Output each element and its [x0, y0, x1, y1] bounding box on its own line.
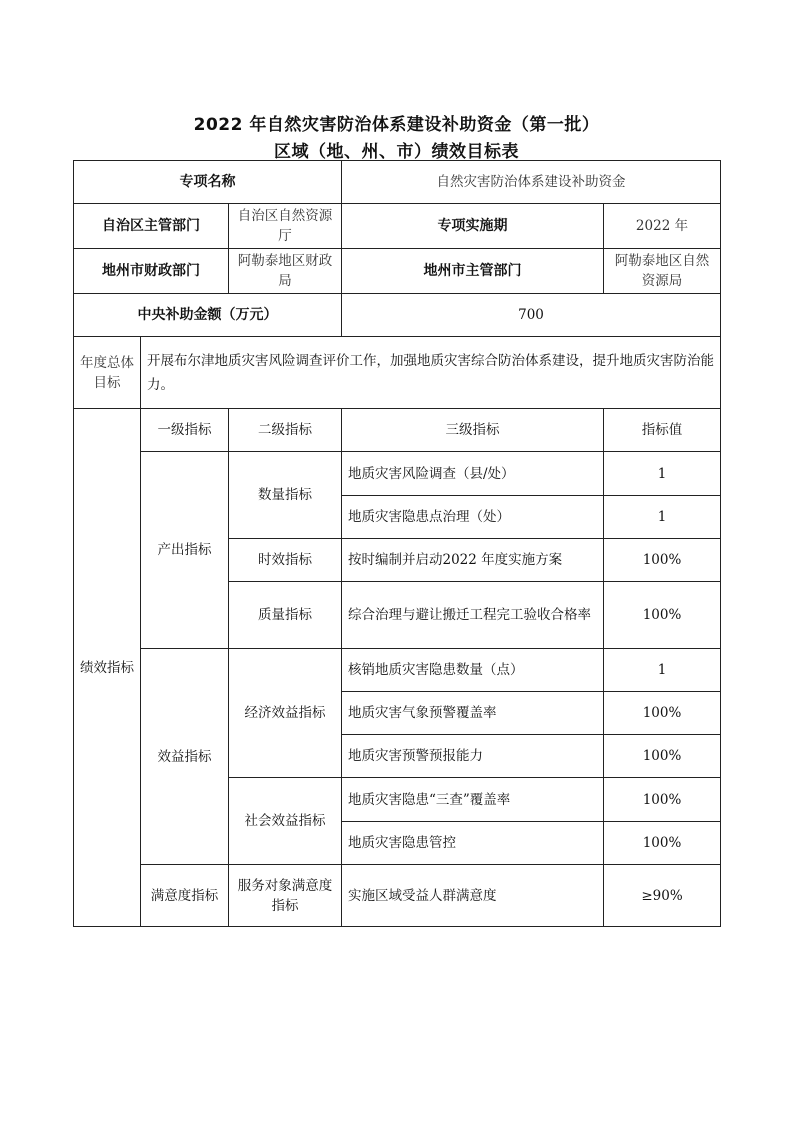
indicator-value: ≥90%: [604, 865, 721, 927]
indicator-name: 地质灾害风险调查（县/处）: [342, 452, 604, 496]
satisfaction-indicator-label: 满意度指标: [141, 865, 229, 927]
timeliness-indicator-label: 时效指标: [229, 539, 342, 582]
indicator-value: 100%: [604, 822, 721, 865]
row-annual-goal: [74, 337, 721, 409]
indicator-name: 地质灾害隐患管控: [342, 822, 604, 865]
row-finance-dept: [74, 249, 721, 294]
indicator-name: 地质灾害预警预报能力: [342, 735, 604, 778]
row-project-name: [74, 161, 721, 204]
col-value-header: 指标值: [604, 409, 721, 452]
indicator-value: 100%: [604, 582, 721, 649]
economic-indicator-label: 经济效益指标: [229, 649, 342, 778]
indicator-value: 100%: [604, 778, 721, 822]
amount-label: 中央补助金额（万元）: [74, 294, 342, 337]
indicator-name: 综合治理与避让搬迁工程完工验收合格率: [342, 582, 604, 649]
city-dept-label: 地州市主管部门: [342, 249, 604, 294]
row-region-dept: [74, 204, 721, 249]
finance-dept-label: 地州市财政部门: [74, 249, 229, 294]
amount-value: 700: [342, 294, 721, 337]
quality-indicator-label: 质量指标: [229, 582, 342, 649]
region-dept-label: 自治区主管部门: [74, 204, 229, 249]
indicator-value: 1: [604, 649, 721, 692]
finance-dept-value: 阿勒泰地区财政局: [229, 249, 342, 294]
period-label: 专项实施期: [342, 204, 604, 249]
indicator-name: 实施区域受益人群满意度: [342, 865, 604, 927]
table-row: [74, 865, 721, 927]
benefit-indicator-label: 效益指标: [141, 649, 229, 865]
indicator-name: 地质灾害隐患点治理（处）: [342, 496, 604, 539]
performance-goal-table: [73, 160, 721, 927]
period-value: 2022 年: [604, 204, 721, 249]
document-title-line2: 区域（地、州、市）绩效目标表: [274, 142, 519, 162]
indicator-value: 100%: [604, 735, 721, 778]
table-row: [74, 649, 721, 692]
satisfaction-sub-label: 服务对象满意度指标: [229, 865, 342, 927]
col-level2-header: 二级指标: [229, 409, 342, 452]
annual-goal-label: 年度总体目标: [74, 337, 141, 409]
row-indicator-header: [74, 409, 721, 452]
row-amount: [74, 294, 721, 337]
indicator-value: 1: [604, 452, 721, 496]
indicator-value: 100%: [604, 692, 721, 735]
col-level3-header: 三级指标: [342, 409, 604, 452]
col-level1-header: 一级指标: [141, 409, 229, 452]
indicator-name: 核销地质灾害隐患数量（点）: [342, 649, 604, 692]
output-indicator-label: 产出指标: [141, 452, 229, 649]
document-title-line1: 2022 年自然灾害防治体系建设补助资金（第一批）: [193, 115, 600, 135]
city-dept-value: 阿勒泰地区自然资源局: [604, 249, 721, 294]
social-indicator-label: 社会效益指标: [229, 778, 342, 865]
project-name-label: 专项名称: [74, 161, 342, 204]
quantity-indicator-label: 数量指标: [229, 452, 342, 539]
indicator-name: 地质灾害气象预警覆盖率: [342, 692, 604, 735]
table-row: [74, 452, 721, 496]
indicators-section-label: 绩效指标: [74, 409, 141, 927]
indicator-value: 1: [604, 496, 721, 539]
indicator-name: 地质灾害隐患“三查”覆盖率: [342, 778, 604, 822]
annual-goal-text: 开展布尔津地质灾害风险调查评价工作，加强地质灾害综合防治体系建设，提升地质灾害防治能力。: [141, 337, 721, 409]
region-dept-value: 自治区自然资源厅: [229, 204, 342, 249]
project-name-value: 自然灾害防治体系建设补助资金: [342, 161, 721, 204]
indicator-name: 按时编制并启动2022 年度实施方案: [342, 539, 604, 582]
indicator-value: 100%: [604, 539, 721, 582]
